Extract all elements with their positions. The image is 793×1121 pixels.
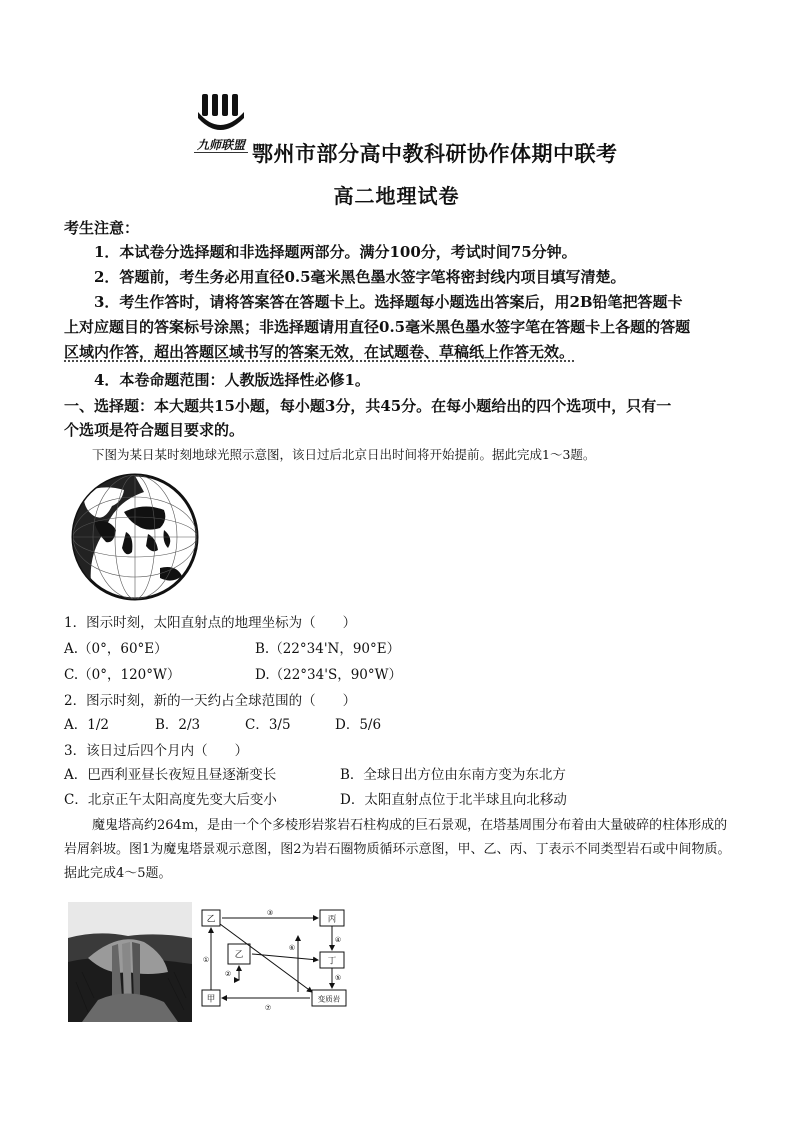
- logo-text: 九师联盟: [196, 138, 245, 152]
- arrow-label: ⑦: [264, 1004, 272, 1012]
- option: C．3/5: [245, 717, 291, 733]
- question-stem: 1．图示时刻，太阳直射点的地理坐标为（ ）: [64, 615, 357, 631]
- option: B.（22°34'N，90°E）: [255, 641, 401, 657]
- label-yi: 乙: [206, 914, 216, 925]
- notice-item: 区域内作答，超出答题区域书写的答案无效，在试题卷、草稿纸上作答无效。: [64, 343, 575, 361]
- logo-mark-icon: [190, 92, 252, 136]
- option: A．巴西利亚昼长夜短且昼逐渐变长: [64, 767, 277, 783]
- option: B．2/3: [155, 717, 201, 733]
- question-stem: 2．图示时刻，新的一天约占全球范围的（ ）: [64, 693, 357, 709]
- notice-item: 4．本卷命题范围：人教版选择性必修1。: [94, 371, 370, 389]
- logo: [190, 92, 252, 160]
- arrow-label: ①: [202, 956, 210, 964]
- arrow-label: ⑥: [288, 944, 296, 952]
- section-heading: 一、选择题：本大题共15小题，每小题3分，共45分。在每小题给出的四个选项中，只有一: [64, 397, 672, 415]
- exam-title: 鄂州市部分高中教科研协作体期中联考: [252, 141, 618, 166]
- label-yi-inner: 乙: [234, 950, 244, 960]
- earth-illumination-figure: [64, 472, 206, 602]
- notice-item: 1．本试卷分选择题和非选择题两部分。满分100分，考试时间75分钟。: [94, 243, 577, 261]
- notice-item: 上对应题目的答案标号涂黑；非选择题请用直径0.5毫米黑色墨水签字笔在答题卡上各题的答题: [64, 318, 691, 336]
- option: D.（22°34'S，90°W）: [255, 667, 403, 683]
- rock-cycle-diagram: [198, 906, 358, 1018]
- notice-heading: 考生注意：: [64, 219, 140, 237]
- option: C．北京正午太阳高度先变大后变小: [64, 792, 277, 808]
- option: C.（0°，120°W）: [64, 667, 181, 683]
- arrow-label: ②: [224, 970, 232, 978]
- logo-underline: [194, 152, 248, 157]
- arrow-label: ③: [266, 909, 274, 917]
- question-intro: 下图为某日某时刻地球光照示意图，该日过后北京日出时间将开始提前。据此完成1～3题。: [92, 447, 596, 462]
- label-ding: 丁: [327, 956, 337, 967]
- devils-tower-photo: [68, 902, 192, 1022]
- question-intro: 魔鬼塔高约264m，是由一个个多棱形岩浆岩石柱构成的巨石景观，在塔基周围分布着由大量破碎的柱体形成的岩屑斜坡。图1为魔鬼塔景观示意图，图2为岩石圈物质循环示意图，甲、乙、丙、丁表示不同类型岩石或中间物质。据此完成4～5题。: [64, 818, 731, 881]
- option: B．全球日出方位由东南方变为东北方: [340, 767, 566, 783]
- exam-subtitle: 高二地理试卷: [333, 184, 460, 208]
- section-heading: 个选项是符合题目要求的。: [64, 421, 245, 439]
- arrow-label: ⑤: [334, 974, 342, 982]
- question-stem: 3．该日过后四个月内（ ）: [64, 743, 249, 759]
- option: A．1/2: [64, 717, 109, 733]
- notice-item: 3．考生作答时，请将答案答在答题卡上。选择题每小题选出答案后，用2B铅笔把答题卡: [94, 293, 683, 311]
- label-metamorphic: 变质岩: [317, 994, 341, 1004]
- label-jia: 甲: [206, 994, 216, 1005]
- option: D．太阳直射点位于北半球且向北移动: [340, 792, 567, 808]
- option: D．5/6: [335, 717, 382, 733]
- arrow-label: ④: [334, 936, 342, 944]
- option: A.（0°，60°E）: [64, 641, 168, 657]
- label-bing: 丙: [327, 914, 337, 925]
- notice-item: 2．答题前，考生务必用直径0.5毫米黑色墨水签字笔将密封线内项目填写清楚。: [94, 268, 626, 286]
